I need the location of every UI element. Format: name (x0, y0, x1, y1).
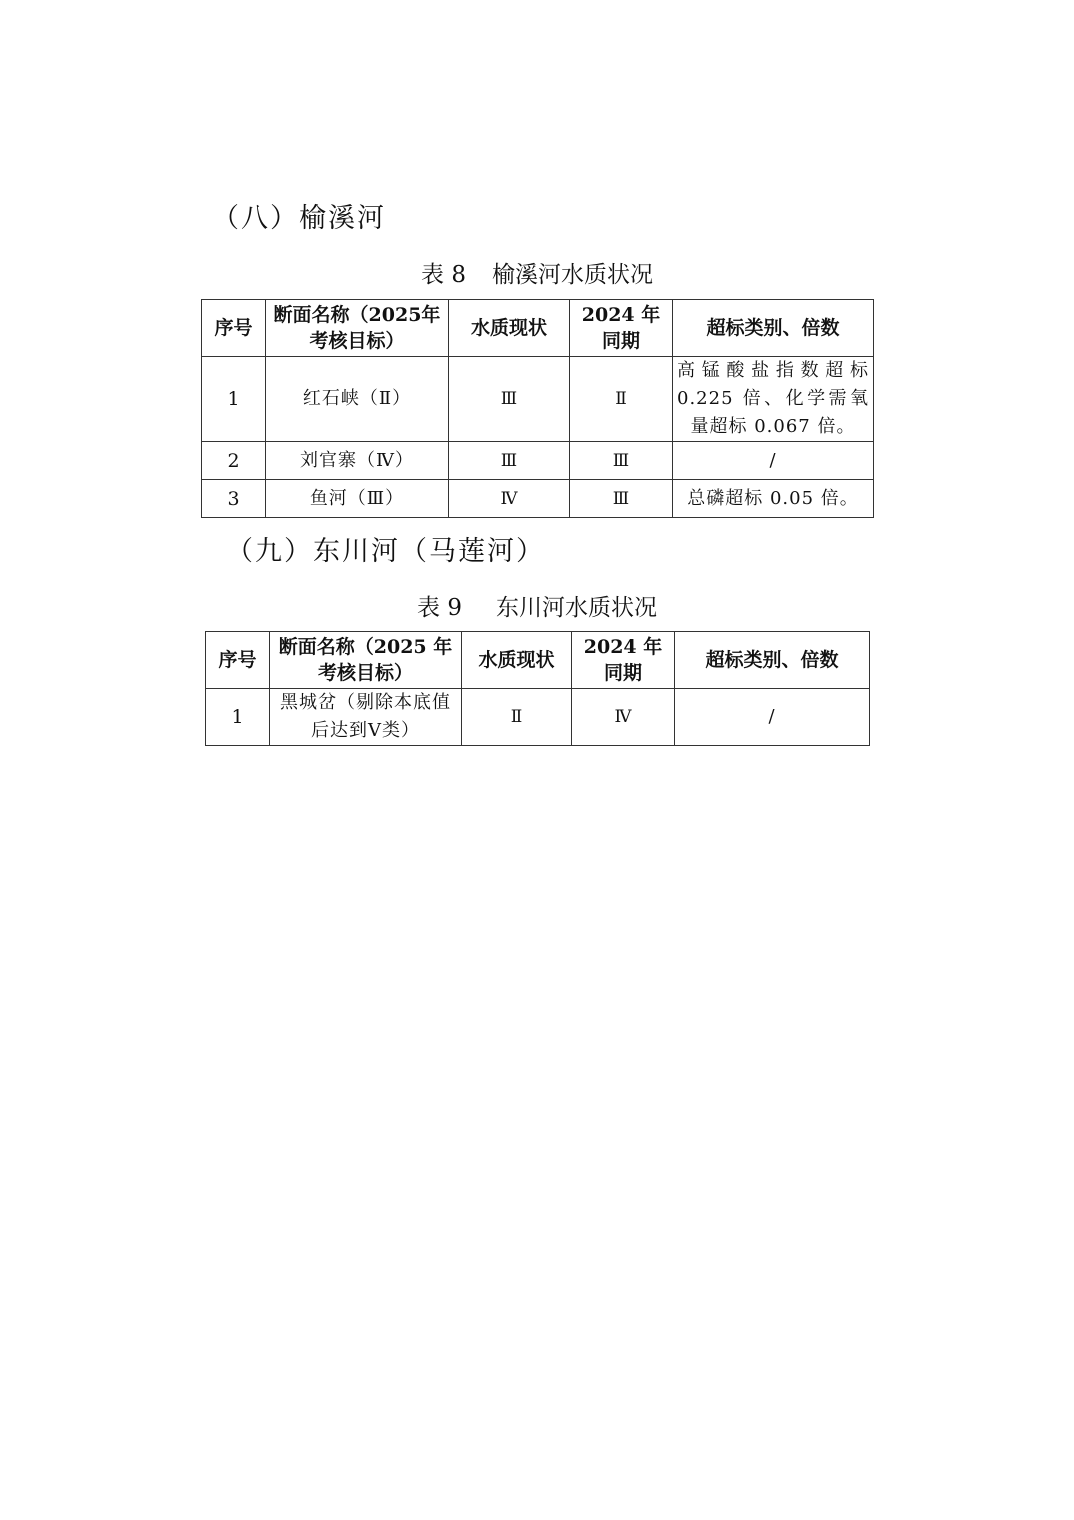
table-row (206, 689, 870, 746)
cell-exceed: / (673, 442, 874, 480)
cell-status: Ⅱ (462, 689, 572, 746)
table-caption-8 (0, 256, 1074, 289)
cell-exceed: / (675, 689, 870, 746)
cell-section-name: 红石峡（Ⅱ） (266, 357, 449, 442)
table-header-row (202, 300, 874, 357)
cell-status: Ⅲ (449, 442, 570, 480)
caption-label: 表 8 (421, 262, 466, 288)
header-section-name: 断面名称（2025年考核目标） (266, 300, 449, 357)
header-prior-year: 2024 年同期 (570, 300, 673, 357)
cell-no: 3 (202, 480, 266, 518)
cell-exceed: 高锰酸盐指数超标0.225 倍、化学需氧量超标 0.067 倍。 (673, 357, 874, 442)
cell-status: Ⅲ (449, 357, 570, 442)
header-section-name: 断面名称（2025 年考核目标） (270, 632, 462, 689)
caption-title: 榆溪河水质状况 (491, 262, 653, 288)
table-row (202, 442, 874, 480)
header-exceed: 超标类别、倍数 (673, 300, 874, 357)
header-status: 水质现状 (462, 632, 572, 689)
header-no: 序号 (206, 632, 270, 689)
cell-prior: Ⅲ (570, 480, 673, 518)
cell-prior: Ⅲ (570, 442, 673, 480)
cell-exceed: 总磷超标 0.05 倍。 (673, 480, 874, 518)
water-quality-table-8 (201, 299, 874, 518)
cell-prior: Ⅳ (572, 689, 675, 746)
table-row (202, 357, 874, 442)
cell-no: 1 (202, 357, 266, 442)
header-status: 水质现状 (449, 300, 570, 357)
table-header-row (206, 632, 870, 689)
cell-no: 2 (202, 442, 266, 480)
caption-label: 表 9 (417, 595, 462, 621)
section-heading-8: （八）榆溪河 (212, 203, 386, 234)
cell-section-name: 黑城岔（剔除本底值后达到Ⅴ类） (270, 689, 462, 746)
cell-prior: Ⅱ (570, 357, 673, 442)
table-caption-9 (0, 589, 1074, 622)
header-no: 序号 (202, 300, 266, 357)
caption-title: 东川河水质状况 (495, 595, 657, 621)
section-heading-9: （九）东川河（马莲河） (226, 536, 545, 567)
cell-status: Ⅳ (449, 480, 570, 518)
cell-no: 1 (206, 689, 270, 746)
cell-section-name: 鱼河（Ⅲ） (266, 480, 449, 518)
header-prior-year: 2024 年同期 (572, 632, 675, 689)
table-row (202, 480, 874, 518)
cell-section-name: 刘官寨（Ⅳ） (266, 442, 449, 480)
header-exceed: 超标类别、倍数 (675, 632, 870, 689)
water-quality-table-9 (205, 631, 870, 746)
